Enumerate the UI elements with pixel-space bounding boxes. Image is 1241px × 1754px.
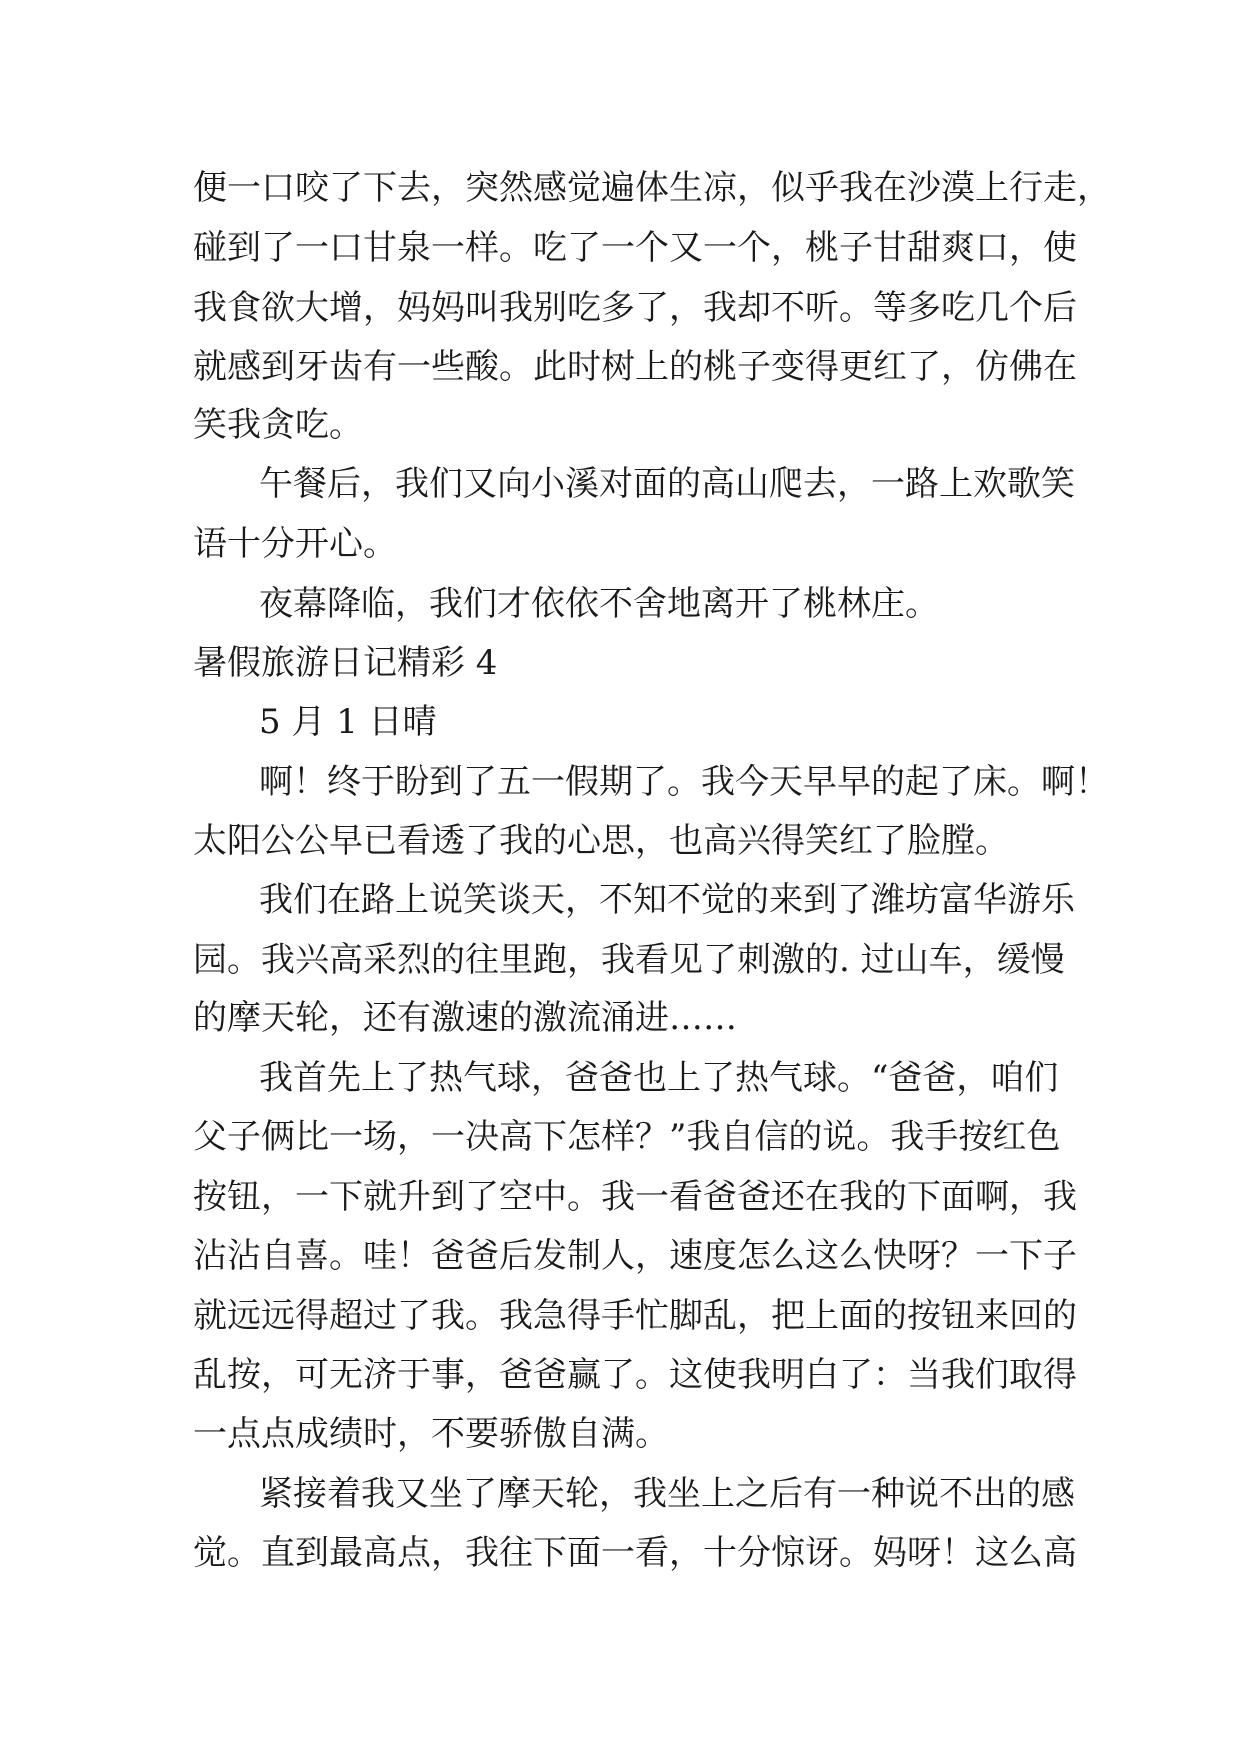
text-line: 语十分开心。 — [193, 524, 397, 564]
text-line: 觉。直到最高点，我往下面一看，十分惊讶。妈呀！这么高 — [193, 1533, 1077, 1573]
text-line: 的摩天轮，还有激速的激流涌进…… — [193, 998, 737, 1038]
text-line: 沾沾自喜。哇！爸爸后发制人，速度怎么这么快呀？一下子 — [193, 1236, 1077, 1276]
paragraph-first-line: 啊！终于盼到了五一假期了。我今天早早的起了床。啊！ — [259, 762, 1109, 802]
paragraph-first-line: 紧接着我又坐了摩天轮，我坐上之后有一种说不出的感 — [259, 1474, 1075, 1514]
section-heading: 暑假旅游日记精彩 4 — [193, 643, 498, 683]
text-line: 太阳公公早已看透了我的心思，也高兴得笑红了脸膛。 — [193, 821, 1009, 861]
text-line: 我食欲大增，妈妈叫我别吃多了，我却不听。等多吃几个后 — [193, 288, 1077, 328]
text-line: 笑我贪吃。 — [193, 405, 363, 445]
text-line: 便一口咬了下去，突然感觉遍体生凉，似乎我在沙漠上行走， — [193, 168, 1111, 208]
text-line: 园。我兴高采烈的往里跑，我看见了刺激的. 过山车，缓慢 — [193, 940, 1065, 980]
paragraph-first-line: 我们在路上说笑谈天，不知不觉的来到了潍坊富华游乐 — [259, 880, 1075, 920]
text-line: 就感到牙齿有一些酸。此时树上的桃子变得更红了，仿佛在 — [193, 347, 1077, 387]
paragraph-first-line: 夜幕降临，我们才依依不舍地离开了桃林庄。 — [259, 584, 939, 624]
text-line: 就远远得超过了我。我急得手忙脚乱，把上面的按钮来回的 — [193, 1296, 1077, 1336]
paragraph-first-line: 我首先上了热气球，爸爸也上了热气球。“爸爸，咱们 — [259, 1058, 1059, 1098]
diary-date: 5 月 1 日晴 — [259, 702, 437, 742]
paragraph-first-line: 午餐后，我们又向小溪对面的高山爬去，一路上欢歌笑 — [259, 464, 1075, 504]
text-line: 父子俩比一场，一决高下怎样？”我自信的说。我手按红色 — [193, 1117, 1061, 1157]
document-page — [193, 0, 1111, 1754]
text-line: 一点点成绩时，不要骄傲自满。 — [193, 1414, 669, 1454]
text-line: 乱按，可无济于事，爸爸赢了。这使我明白了：当我们取得 — [193, 1355, 1077, 1395]
text-line: 按钮，一下就升到了空中。我一看爸爸还在我的下面啊，我 — [193, 1177, 1077, 1217]
text-line: 碰到了一口甘泉一样。吃了一个又一个，桃子甘甜爽口，使 — [193, 228, 1077, 268]
